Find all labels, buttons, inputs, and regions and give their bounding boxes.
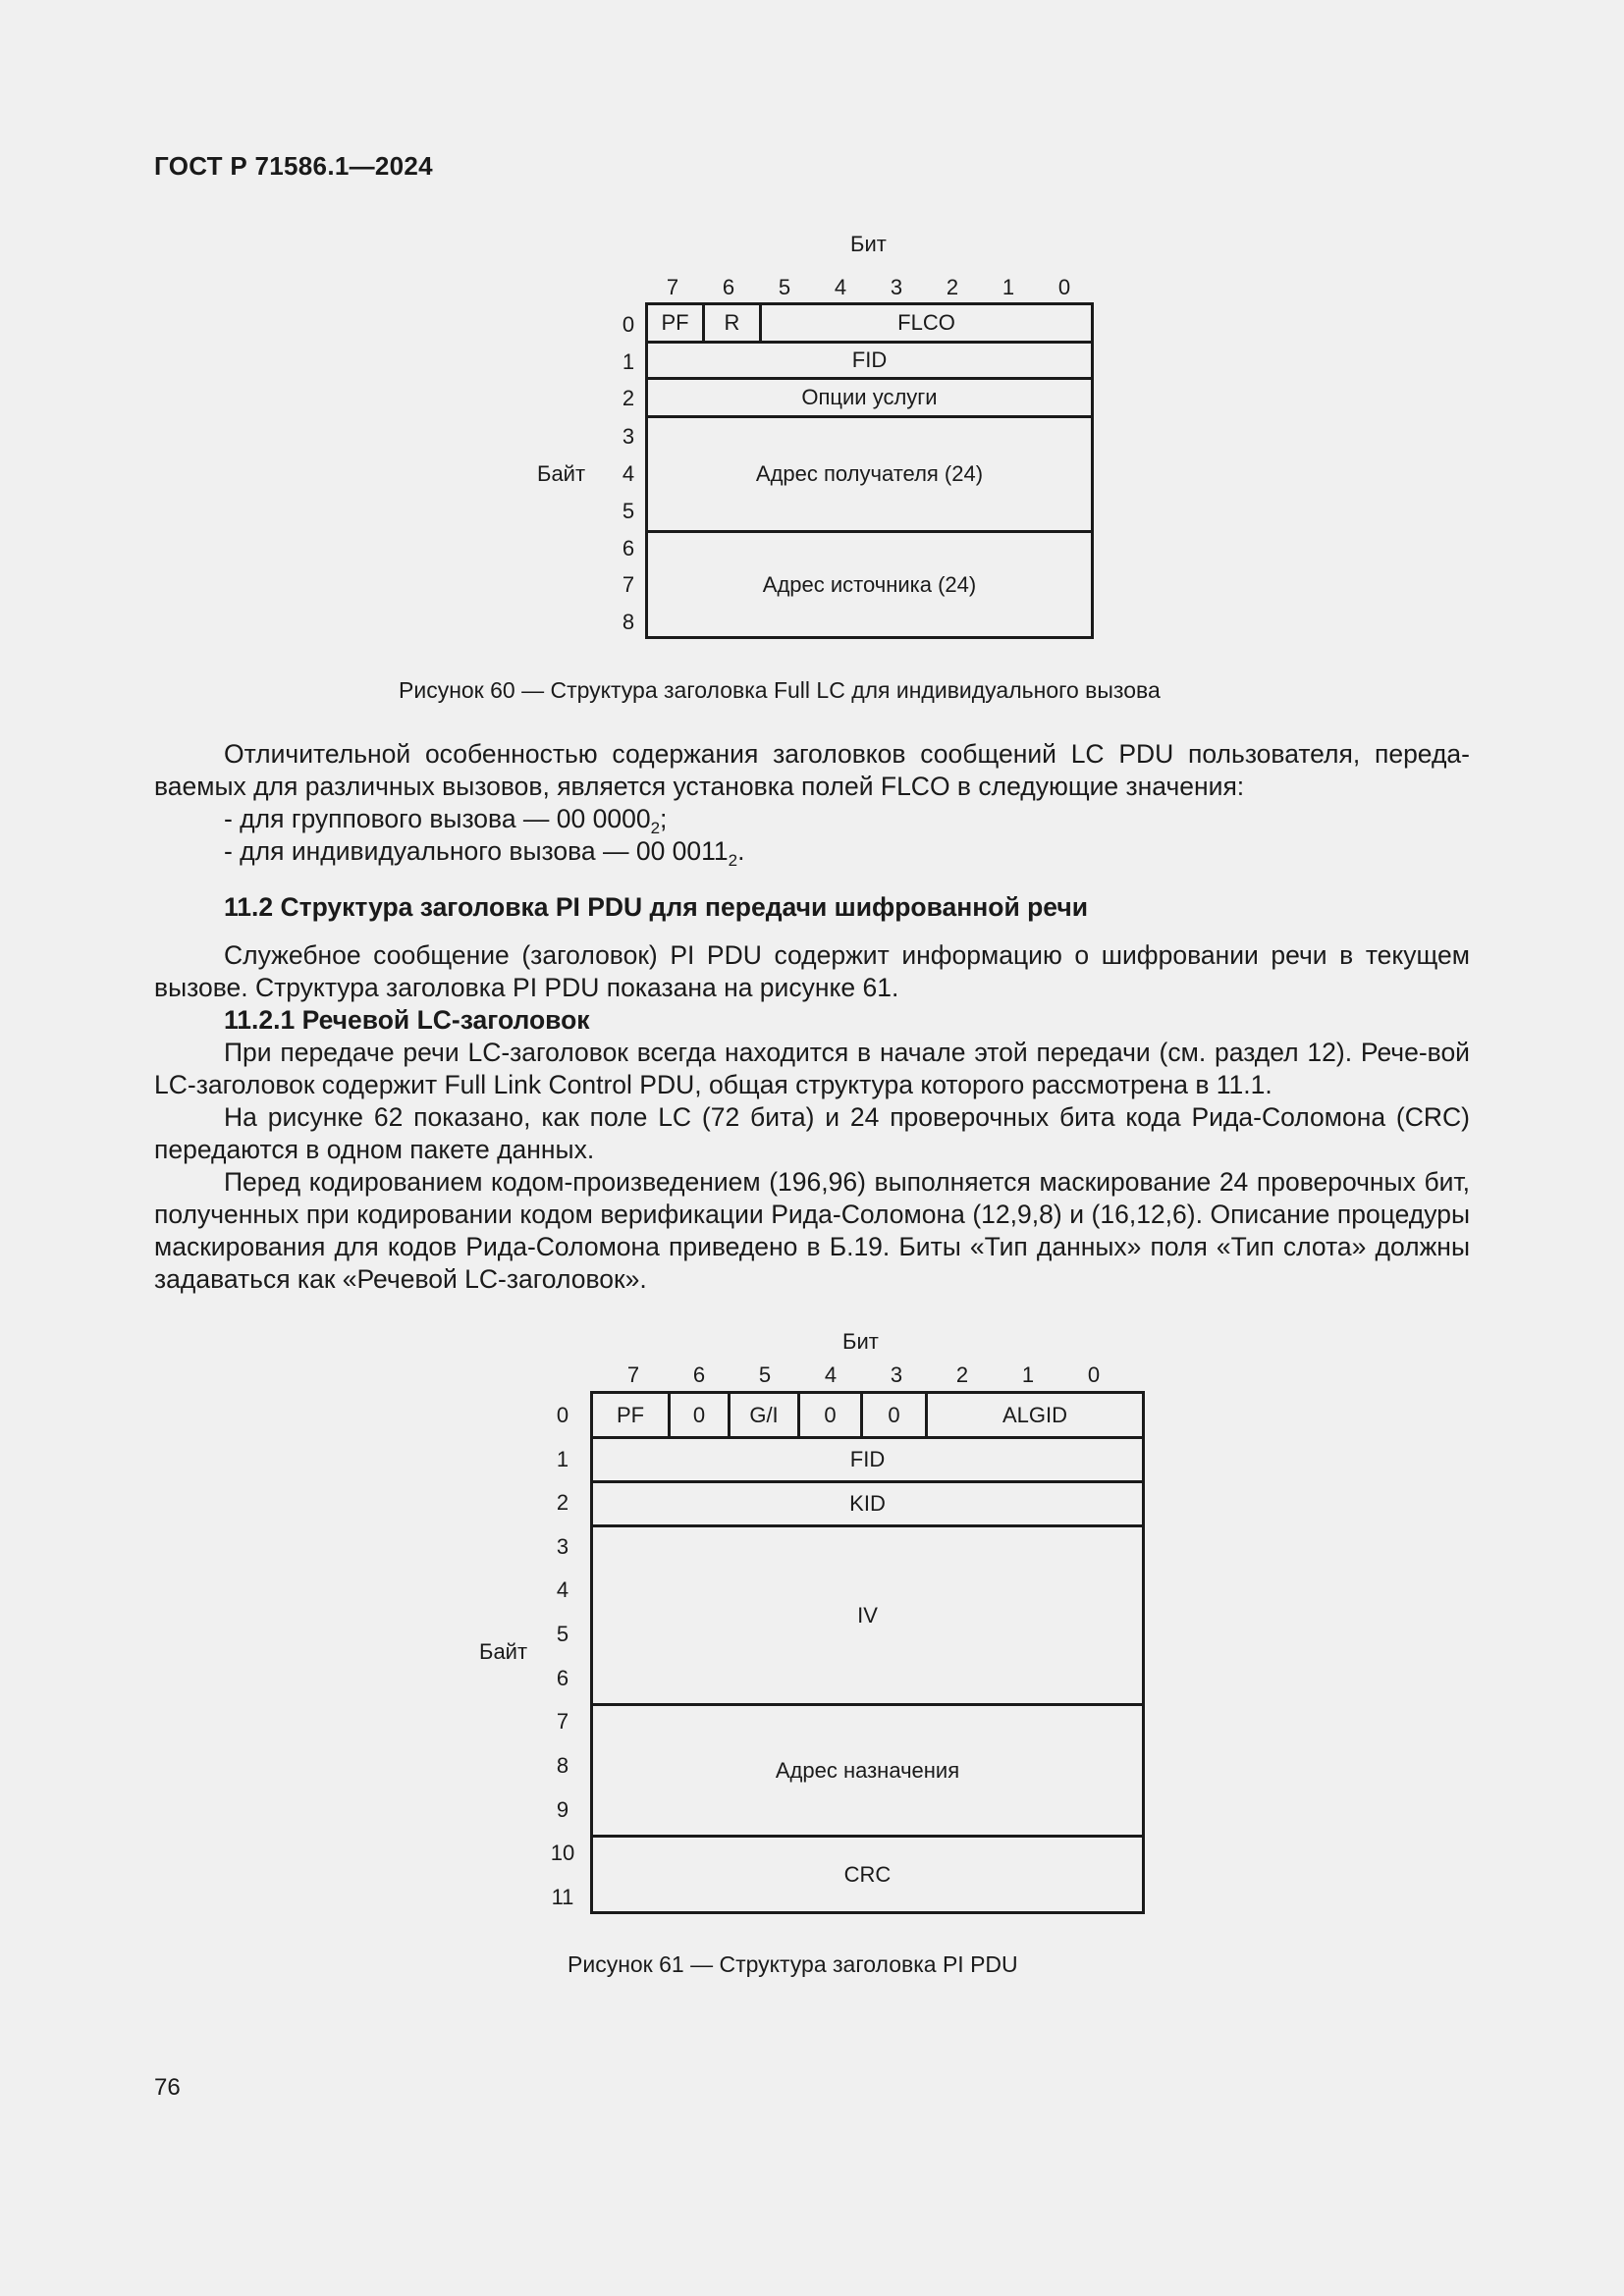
bit-number: 2	[955, 1362, 969, 1387]
list-item	[154, 835, 1470, 868]
paragraph: Служебное сообщение (заголовок) PI PDU содержит информацию о шифровании речи в текущем вызове. Структура заголовка PI PDU показана на рисунке 61.	[154, 940, 1470, 1002]
field-zero: 0	[797, 1391, 863, 1439]
text-block	[154, 891, 1470, 924]
byte-axis-label: Байт	[537, 461, 586, 486]
subscript: 2	[728, 851, 738, 870]
list-item	[154, 803, 1470, 835]
field-crc: CRC	[590, 1835, 1145, 1914]
bit-number: 5	[778, 275, 791, 299]
field-pf: PF	[590, 1391, 671, 1439]
subscript: 2	[650, 819, 661, 837]
bit-number: 4	[834, 275, 847, 299]
subsection-heading: 11.2.1 Речевой LC-заголовок	[224, 1005, 590, 1035]
byte-number: 5	[556, 1622, 569, 1646]
bit-axis-label: Бит	[850, 232, 887, 256]
bit-number: 1	[1001, 275, 1015, 299]
text-block	[154, 738, 1470, 868]
list-item-text: - для индивидуального вызова — 00 0011	[224, 836, 729, 866]
field-zero: 0	[668, 1391, 731, 1439]
byte-number: 1	[556, 1447, 569, 1471]
bit-number: 3	[890, 1362, 903, 1387]
list-item-text: - для группового вызова — 00 0000	[224, 804, 651, 833]
byte-number: 10	[550, 1841, 575, 1865]
byte-axis-label: Байт	[479, 1639, 528, 1664]
field-r: R	[702, 302, 762, 344]
field-destination-address: Адрес получателя (24)	[645, 415, 1094, 533]
field-pf: PF	[645, 302, 705, 344]
byte-number: 6	[556, 1666, 569, 1690]
bit-number: 7	[666, 275, 679, 299]
text-block	[154, 939, 1470, 1296]
bit-number: 3	[890, 275, 903, 299]
paragraph: При передаче речи LC-заголовок всегда находится в начале этой передачи (см. раздел 12). Рече-вой LC-заголовок содержит Full Link Control PDU, общая структура которого рассмотрена в 11.1.	[154, 1038, 1470, 1099]
bit-number: 6	[692, 1362, 706, 1387]
byte-number: 8	[622, 610, 635, 634]
byte-number: 7	[622, 572, 635, 597]
byte-number: 3	[556, 1534, 569, 1559]
paragraph: На рисунке 62 показано, как поле LC (72 бита) и 24 проверочных бита кода Рида-Соломона (CRC) передаются в одном пакете данных.	[154, 1102, 1470, 1164]
byte-number: 8	[556, 1753, 569, 1778]
field-gi: G/I	[728, 1391, 800, 1439]
byte-number: 11	[551, 1885, 574, 1909]
byte-number: 7	[556, 1709, 569, 1734]
byte-number: 0	[622, 312, 635, 337]
byte-number: 3	[622, 424, 635, 449]
field-fid: FID	[590, 1436, 1145, 1483]
figure-caption: Рисунок 60 — Структура заголовка Full LC для индивидуального вызова	[399, 677, 1161, 703]
byte-number: 1	[622, 349, 635, 374]
document-header: ГОСТ Р 71586.1—2024	[154, 151, 433, 181]
bit-number: 0	[1057, 275, 1071, 299]
bit-number: 7	[626, 1362, 640, 1387]
field-source-address: Адрес источника (24)	[645, 530, 1094, 639]
field-algid: ALGID	[925, 1391, 1145, 1439]
field-destination-address: Адрес назначения	[590, 1703, 1145, 1838]
list-item-end: .	[737, 836, 745, 866]
paragraph: Перед кодированием кодом-произведением (196,96) выполняется маскирование 24 проверочных бит, полученных при кодировании кодом верификации Рида-Соломона (12,9,8) и (16,12,6). Описание процедуры маскирования для кодов Рида-Соломона приведено в Б.19. Биты «Тип данных» поля «Тип слота» должны задаваться как «Речевой LC-заголовок».	[154, 1167, 1470, 1294]
byte-number: 5	[622, 499, 635, 523]
figure-caption: Рисунок 61 — Структура заголовка PI PDU	[568, 1951, 1018, 1977]
bit-number: 2	[946, 275, 959, 299]
bit-number: 5	[758, 1362, 772, 1387]
byte-number: 2	[556, 1490, 569, 1515]
field-iv: IV	[590, 1524, 1145, 1706]
byte-number: 2	[622, 386, 635, 410]
field-kid: KID	[590, 1480, 1145, 1527]
bit-axis-label: Бит	[842, 1329, 879, 1354]
bit-number: 4	[824, 1362, 838, 1387]
byte-number: 4	[622, 461, 635, 486]
field-service-options: Опции услуги	[645, 377, 1094, 418]
bit-number: 6	[722, 275, 735, 299]
paragraph: Отличительной особенностью содержания заголовков сообщений LC PDU пользователя, переда-ваемых для различных вызовов, является установка полей FLCO в следующие значения:	[154, 739, 1470, 801]
byte-number: 9	[556, 1797, 569, 1822]
section-heading: 11.2 Структура заголовка PI PDU для передачи шифрованной речи	[224, 892, 1089, 922]
bit-number: 0	[1087, 1362, 1101, 1387]
bit-number: 1	[1021, 1362, 1035, 1387]
page-number: 76	[154, 2074, 181, 2101]
byte-number: 6	[622, 536, 635, 561]
field-zero: 0	[860, 1391, 928, 1439]
byte-number: 4	[556, 1577, 569, 1602]
field-fid: FID	[645, 341, 1094, 380]
byte-number: 0	[556, 1403, 569, 1427]
list-item-end: ;	[660, 804, 668, 833]
field-flco: FLCO	[759, 302, 1094, 344]
